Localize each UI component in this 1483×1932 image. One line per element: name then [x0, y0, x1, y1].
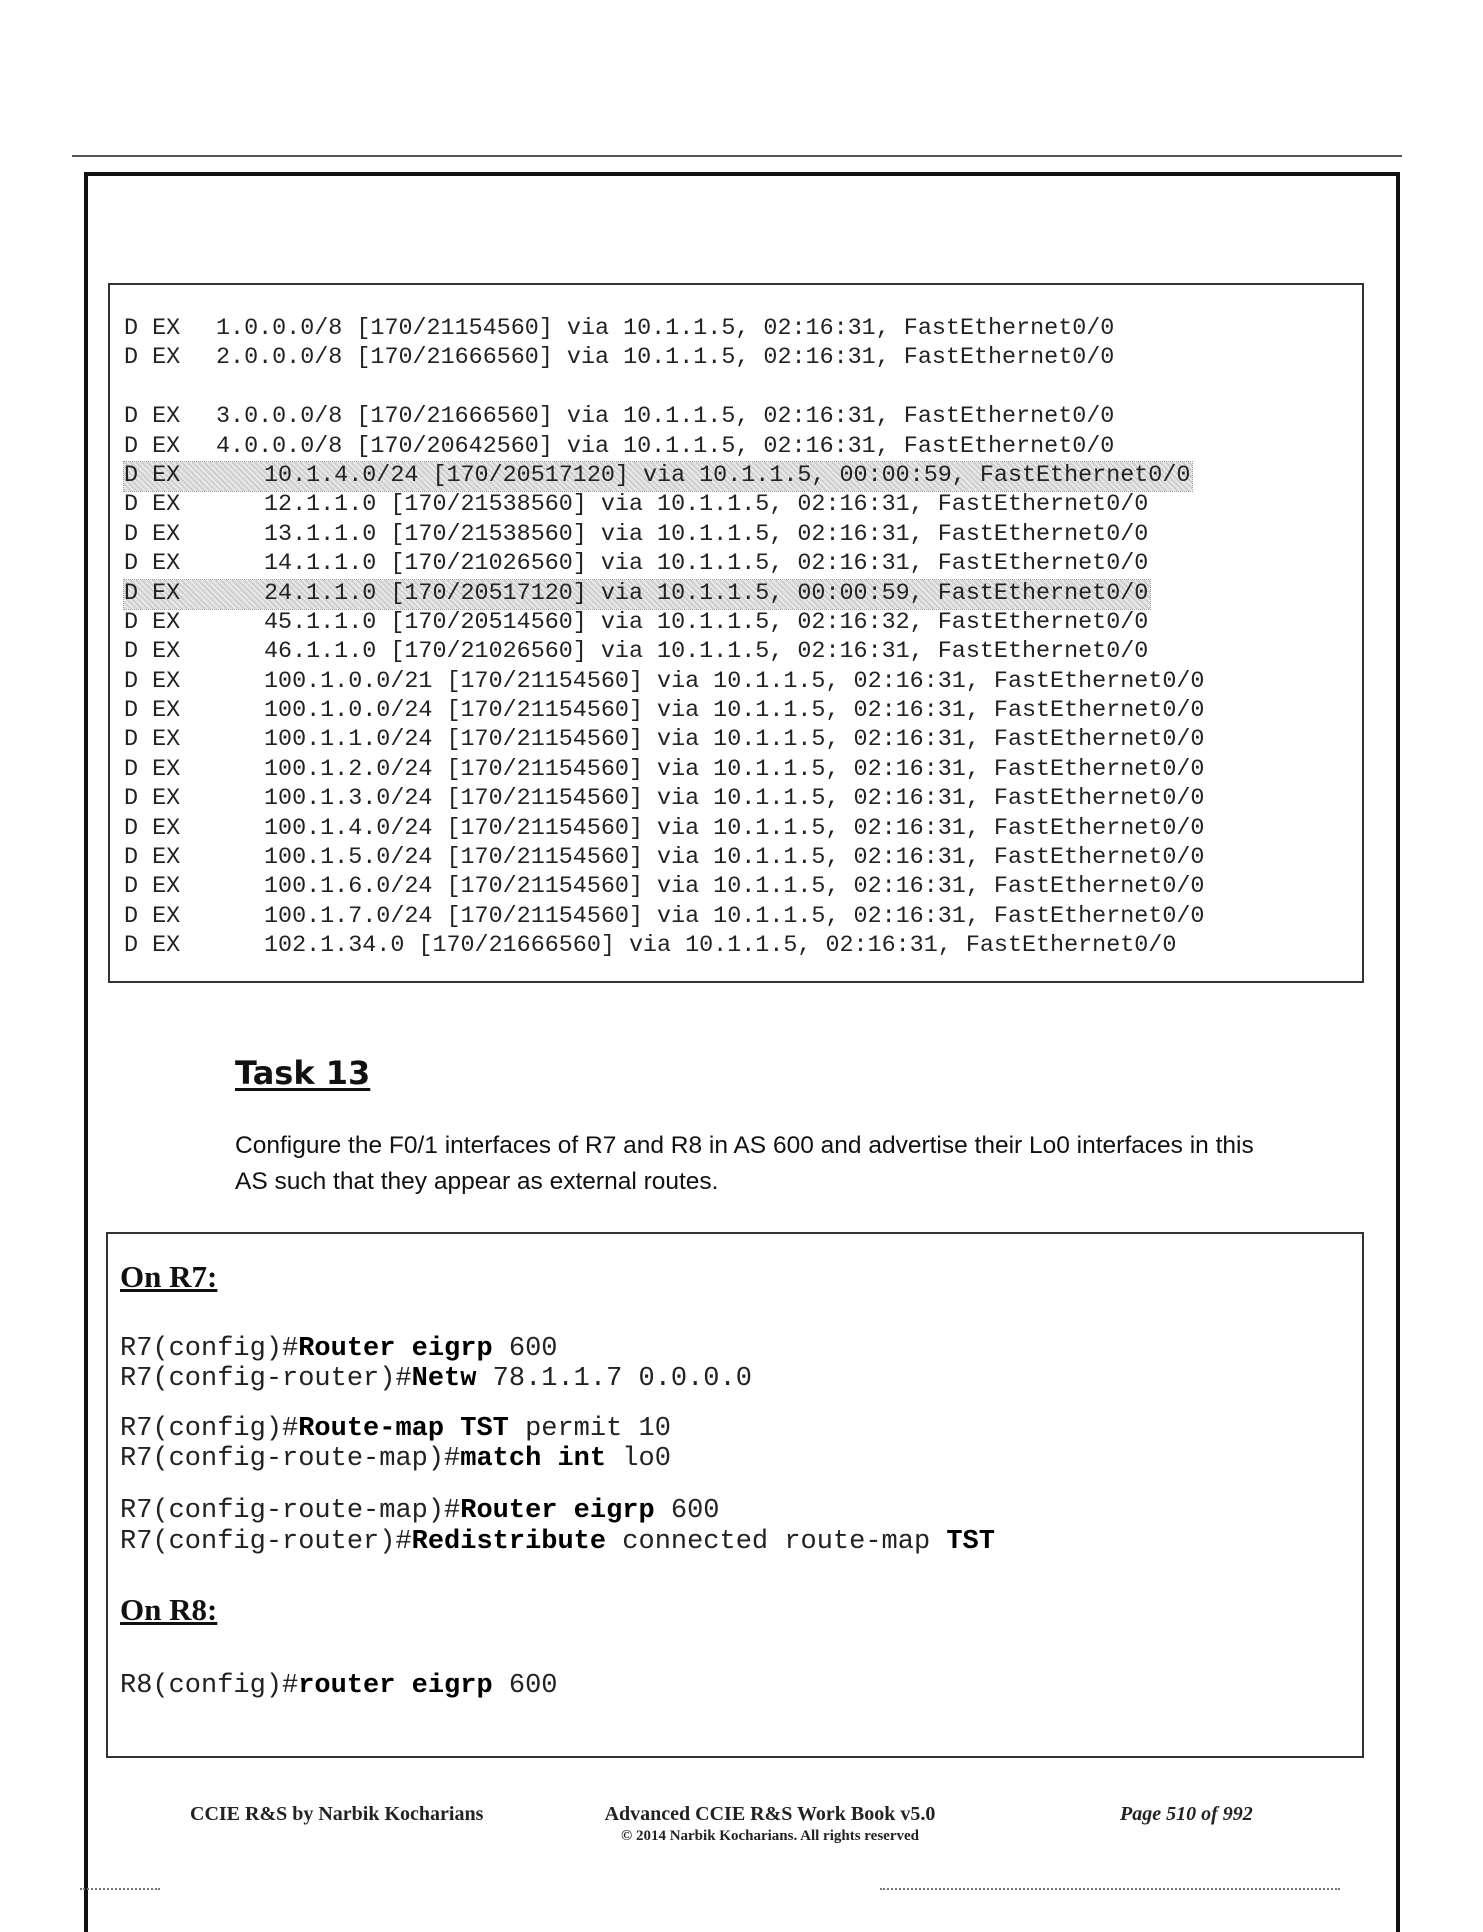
route-line	[124, 697, 1354, 726]
route-line	[124, 815, 1354, 844]
route-line-highlighted	[124, 462, 1192, 491]
route-line	[124, 903, 1354, 932]
route-code: D EX	[124, 551, 181, 578]
route-entry: 45.1.1.0 [170/20514560] via 10.1.1.5, 02:16:32, FastEthernet0/0	[264, 609, 1149, 636]
r8-heading: On R8:	[120, 1592, 218, 1627]
route-code: D EX	[124, 845, 181, 872]
route-entry: 3.0.0.0/8 [170/21666560] via 10.1.1.5, 02:16:31, FastEthernet0/0	[216, 404, 1115, 431]
footer-book-title	[570, 1803, 970, 1845]
cli-command: match int	[460, 1444, 607, 1474]
route-line	[124, 932, 1354, 961]
route-code: D EX	[124, 786, 181, 813]
route-entry: 12.1.1.0 [170/21538560] via 10.1.1.5, 02:16:31, FastEthernet0/0	[264, 492, 1149, 519]
route-code: D EX	[124, 668, 181, 695]
config-line	[120, 1496, 720, 1526]
route-entry: 24.1.1.0 [170/20517120] via 10.1.1.5, 00:00:59, FastEthernet0/0	[264, 580, 1149, 607]
route-code: D EX	[124, 698, 181, 725]
route-entry: 4.0.0.0/8 [170/20642560] via 10.1.1.5, 02:16:31, FastEthernet0/0	[216, 433, 1115, 460]
cli-argument	[444, 1414, 460, 1444]
routing-table-box	[108, 283, 1364, 983]
route-code: D EX	[124, 933, 181, 960]
route-entry: 102.1.34.0 [170/21666560] via 10.1.1.5, 02:16:31, FastEthernet0/0	[264, 933, 1177, 960]
route-code: D EX	[124, 815, 181, 842]
route-code: D EX	[124, 492, 181, 519]
cli-command: TST	[460, 1414, 509, 1444]
route-line	[124, 491, 1354, 520]
route-entry: 100.1.0.0/24 [170/21154560] via 10.1.1.5, 02:16:31, FastEthernet0/0	[264, 698, 1205, 725]
route-entry: 100.1.4.0/24 [170/21154560] via 10.1.1.5, 02:16:31, FastEthernet0/0	[264, 815, 1205, 842]
config-line	[120, 1671, 557, 1701]
route-line	[124, 668, 1354, 697]
route-code: D EX	[124, 316, 181, 342]
cli-prompt: R7(config)#	[120, 1414, 299, 1444]
r7-heading: On R7:	[120, 1259, 218, 1294]
route-entry: 1.0.0.0/8 [170/21154560] via 10.1.1.5, 02:16:31, FastEthernet0/0	[216, 316, 1115, 342]
cli-argument: lo0	[606, 1444, 671, 1474]
task-description: Configure the F0/1 interfaces of R7 and R8 in AS 600 and advertise their Lo0 interfaces in this AS such that they appear as external routes.	[235, 1132, 1254, 1195]
config-line	[120, 1414, 671, 1444]
route-entry: 100.1.0.0/21 [170/21154560] via 10.1.1.5, 02:16:31, FastEthernet0/0	[264, 668, 1205, 695]
task-heading: Task 13	[235, 1054, 371, 1092]
cli-argument: permit 10	[508, 1414, 671, 1444]
route-code: D EX	[124, 756, 181, 783]
cli-command: Route-map	[298, 1414, 445, 1444]
route-code: D EX	[124, 727, 181, 754]
route-code: D EX	[124, 874, 181, 901]
route-code: D EX	[124, 903, 181, 930]
cli-argument: 600	[492, 1671, 558, 1701]
route-code: D EX	[124, 433, 181, 460]
route-line	[124, 609, 1354, 638]
config-line	[120, 1444, 671, 1474]
config-box	[106, 1232, 1364, 1758]
footer-title: Advanced CCIE R&S Work Book v5.0	[604, 1803, 936, 1825]
route-code: D EX	[124, 345, 181, 372]
scan-artifact	[880, 1888, 1340, 1893]
cli-command: Netw	[411, 1364, 477, 1394]
route-entry: 100.1.6.0/24 [170/21154560] via 10.1.1.5, 02:16:31, FastEthernet0/0	[264, 874, 1205, 901]
route-entry: 14.1.1.0 [170/21026560] via 10.1.1.5, 02:16:31, FastEthernet0/0	[264, 551, 1149, 578]
route-entry: 100.1.3.0/24 [170/21154560] via 10.1.1.5, 02:16:31, FastEthernet0/0	[264, 786, 1205, 813]
cli-argument: 78.1.1.7 0.0.0.0	[476, 1364, 752, 1394]
route-line	[124, 756, 1354, 785]
routing-table	[124, 315, 1354, 962]
cli-argument: connected route-map	[606, 1527, 947, 1557]
route-line	[124, 844, 1354, 873]
cli-prompt: R7(config)#	[120, 1334, 299, 1364]
route-line	[124, 726, 1354, 755]
footer-page-number: Page 510 of 992	[1120, 1803, 1253, 1825]
route-entry: 2.0.0.0/8 [170/21666560] via 10.1.1.5, 02:16:31, FastEthernet0/0	[216, 345, 1115, 372]
cli-command: TST	[946, 1527, 995, 1557]
footer-author: CCIE R&S by Narbik Kocharians	[190, 1803, 484, 1825]
cli-prompt: R7(config-router)#	[120, 1527, 412, 1557]
route-code: D EX	[124, 609, 181, 636]
route-entry: 100.1.7.0/24 [170/21154560] via 10.1.1.5, 02:16:31, FastEthernet0/0	[264, 903, 1205, 930]
cli-argument: 600	[654, 1496, 720, 1526]
route-line	[124, 873, 1354, 902]
route-line	[124, 433, 1354, 462]
cli-argument: 600	[492, 1334, 558, 1364]
route-line	[124, 403, 1354, 432]
config-line	[120, 1364, 752, 1394]
cli-command: Router eigrp	[460, 1496, 655, 1526]
route-line-highlighted	[124, 580, 1150, 609]
route-line	[124, 521, 1354, 550]
route-code: D EX	[124, 521, 181, 548]
route-entry: 100.1.5.0/24 [170/21154560] via 10.1.1.5, 02:16:31, FastEthernet0/0	[264, 845, 1205, 872]
cli-prompt: R7(config-router)#	[120, 1364, 412, 1394]
route-line	[124, 550, 1354, 579]
cli-prompt: R8(config)#	[120, 1671, 299, 1701]
route-line	[124, 315, 1354, 344]
footer-copyright: © 2014 Narbik Kocharians. All rights reserved	[620, 1828, 919, 1844]
cli-prompt: R7(config-route-map)#	[120, 1496, 461, 1526]
route-code: D EX	[124, 580, 181, 607]
top-rule	[72, 155, 1402, 157]
scan-artifact	[80, 1888, 160, 1893]
route-entry: 46.1.1.0 [170/21026560] via 10.1.1.5, 02:16:31, FastEthernet0/0	[264, 639, 1149, 666]
route-entry: 100.1.1.0/24 [170/21154560] via 10.1.1.5, 02:16:31, FastEthernet0/0	[264, 727, 1205, 754]
route-code: D EX	[124, 404, 181, 431]
route-line	[124, 638, 1354, 667]
cli-command: Redistribute	[411, 1527, 607, 1557]
cli-command: Router eigrp	[298, 1334, 493, 1364]
route-line	[124, 785, 1354, 814]
config-line	[120, 1527, 995, 1557]
route-line	[124, 344, 1354, 373]
route-entry: 13.1.1.0 [170/21538560] via 10.1.1.5, 02:16:31, FastEthernet0/0	[264, 521, 1149, 548]
route-code: D EX	[124, 462, 181, 489]
route-entry: 10.1.4.0/24 [170/20517120] via 10.1.1.5, 00:00:59, FastEthernet0/0	[264, 462, 1191, 489]
config-line	[120, 1334, 557, 1364]
route-code: D EX	[124, 639, 181, 666]
cli-command: router eigrp	[298, 1671, 493, 1701]
route-entry: 100.1.2.0/24 [170/21154560] via 10.1.1.5, 02:16:31, FastEthernet0/0	[264, 756, 1205, 783]
cli-prompt: R7(config-route-map)#	[120, 1444, 461, 1474]
